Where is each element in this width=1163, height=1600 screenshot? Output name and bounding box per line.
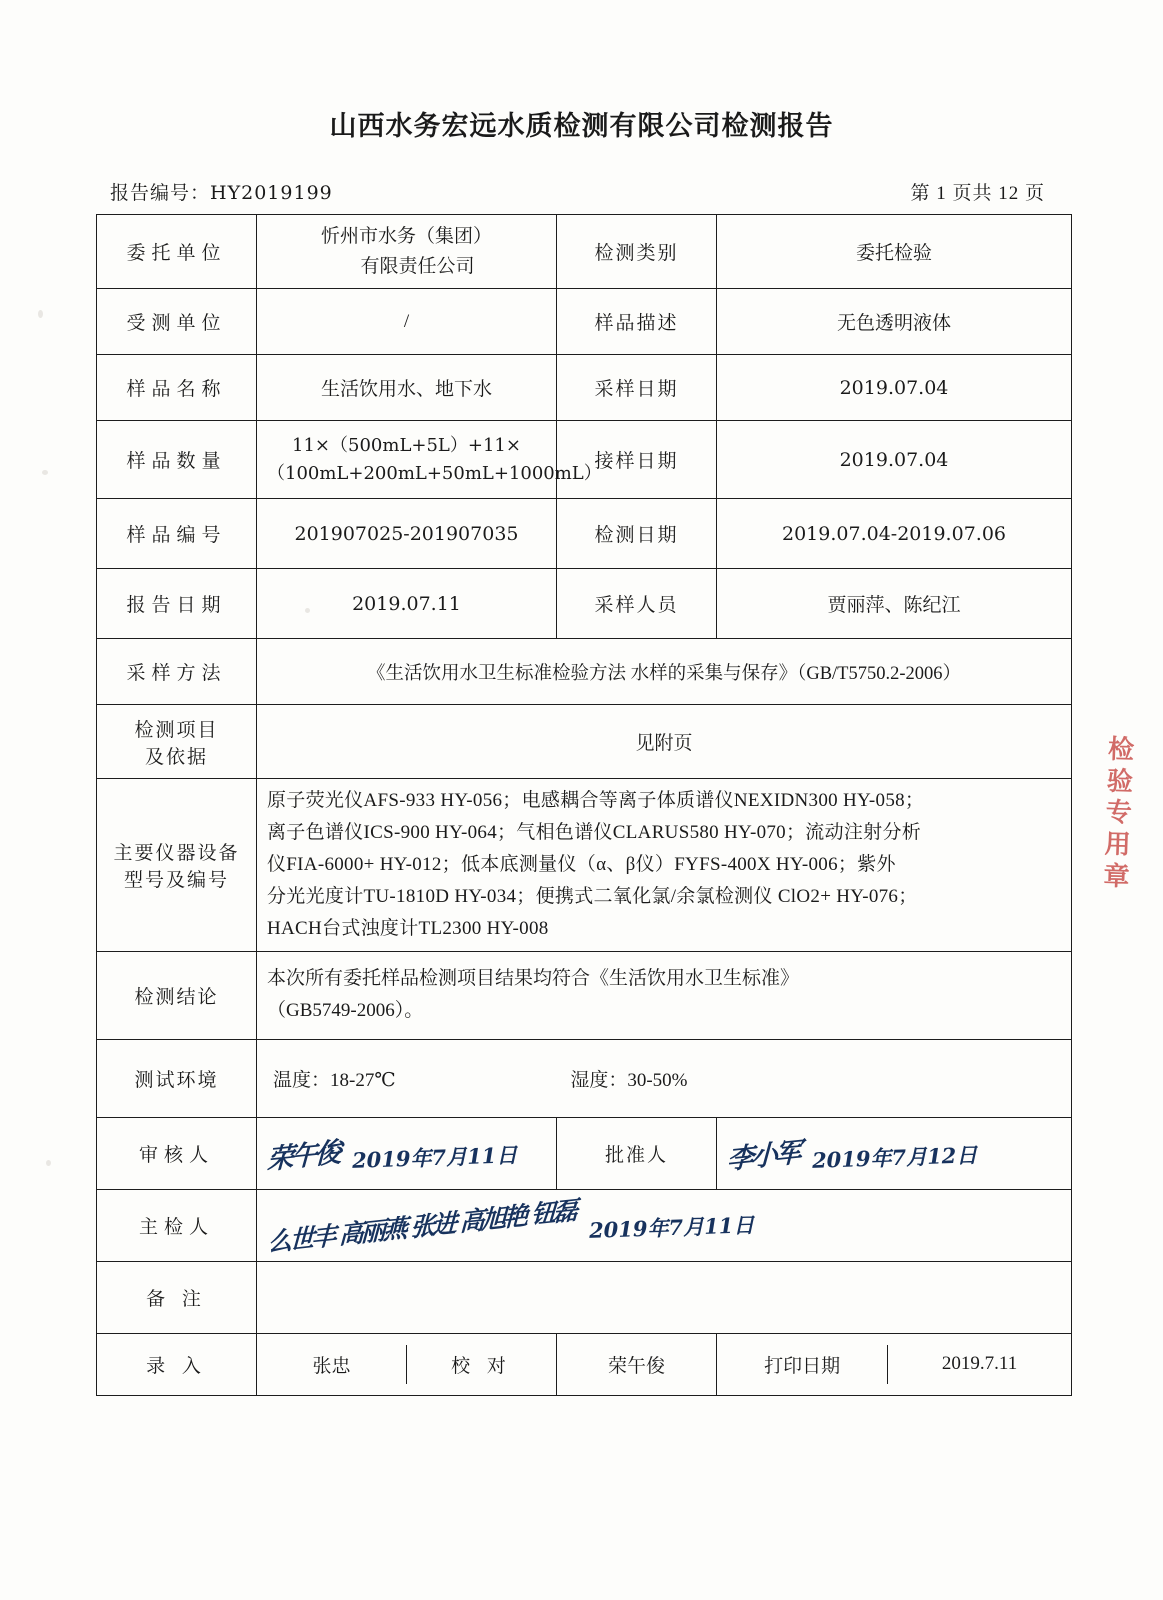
table-row (97, 421, 1072, 499)
row-value-sampling-date: 2019.07.04 (717, 355, 1072, 421)
table-row-instruments (97, 779, 1072, 952)
report-table (96, 214, 1072, 1396)
seal-char-2: 验 (1106, 766, 1135, 798)
reviewer-date: 2019年7月11日 (351, 1141, 518, 1173)
scan-speck (42, 470, 48, 475)
row-value-environment (257, 1039, 1072, 1117)
row-value-sampling-method: 《生活饮用水卫生标准检验方法 水样的采集与保存》（GB/T5750.2-2006） (257, 639, 1072, 705)
scan-speck (46, 1160, 51, 1166)
row-value-instruments (257, 779, 1072, 952)
row-value-samplers: 贾丽萍、陈纪江 (717, 569, 1072, 639)
seal-char-5: 章 (1103, 861, 1132, 893)
row-label-sample-name: 样品名称 (97, 355, 257, 421)
row-value-sample-description: 无色透明液体 (717, 289, 1072, 355)
approver-signature: 李小军 (726, 1136, 800, 1176)
quantity-line2: （100mL+200mL+50mL+1000mL） (267, 462, 602, 484)
report-number (110, 178, 333, 205)
table-row-reviewer-approver (97, 1117, 1072, 1189)
row-value-sample-quantity (257, 421, 602, 499)
instrument-line: 仪FIA-6000+ HY-012；低本底测量仪（α、β仪）FYFS-400X HY-006；紫外 (267, 853, 896, 875)
scan-speck (38, 310, 43, 318)
report-number-label: 报告编号： (110, 183, 211, 204)
quantity-line1: 11×（500mL+5L）+11× (292, 434, 521, 456)
row-label-environment: 测试环境 (97, 1039, 257, 1117)
row-label-approver: 批准人 (557, 1117, 717, 1189)
row-label-test-category: 检测类别 (557, 215, 717, 289)
table-row-conclusion (97, 951, 1072, 1039)
table-row-environment (97, 1039, 1072, 1117)
table-row (97, 499, 1072, 569)
row-label-test-date: 检测日期 (557, 499, 717, 569)
conclusion-line1: 本次所有委托样品检测项目结果均符合《生活饮用水卫生标准》 (267, 967, 800, 989)
row-value-report-date: 2019.07.11 (257, 569, 557, 639)
instrument-line: 离子色谱仪ICS-900 HY-064；气相色谱仪CLARUS580 HY-070；流动注射分析 (267, 821, 922, 843)
instrument-line: HACH台式浊度计TL2300 HY-008 (267, 917, 549, 939)
row-label-receive-date: 接样日期 (557, 421, 717, 499)
environment-humidity: 湿度：30-50% (570, 1069, 688, 1091)
row-label-samplers: 采样人员 (557, 569, 717, 639)
table-row-sampling-method (97, 639, 1072, 705)
row-value-check: 荣午俊 (557, 1333, 717, 1395)
row-label-report-date: 报告日期 (97, 569, 257, 639)
row-label-instruments (97, 779, 257, 952)
chief-inspector-date: 2019年7月11日 (588, 1212, 755, 1243)
table-row-test-items (97, 705, 1072, 779)
row-value-conclusion (257, 951, 1072, 1039)
page-title: 山西水务宏远水质检测有限公司检测报告 (329, 111, 834, 142)
row-value-chief-inspector (257, 1189, 1072, 1261)
row-value-entry (257, 1333, 557, 1395)
conclusion-line2: （GB5749-2006）。 (267, 1000, 424, 1022)
row-label-sample-quantity: 样品数量 (97, 421, 257, 499)
row-value-tested-unit: / (257, 289, 557, 355)
row-value-approver (717, 1117, 1072, 1189)
row-value-test-items: 见附页 (257, 705, 1072, 779)
entry-value: 张忠 (312, 1355, 351, 1377)
test-items-label-line1: 检测项目 (134, 719, 219, 741)
client-name-line1: 忻州市水务（集团） (320, 226, 492, 248)
table-row (97, 215, 1072, 289)
instruments-label-line1: 主要仪器设备 (113, 842, 240, 864)
table-row-footer (97, 1333, 1072, 1395)
row-label-sample-description: 样品描述 (557, 289, 717, 355)
instrument-line: 分光光度计TU-1810D HY-034；便携式二氧化氯/余氯检测仪 ClO2+ HY-076； (267, 885, 918, 907)
row-value-reviewer (257, 1117, 557, 1189)
seal-char-4: 用 (1104, 829, 1133, 861)
row-label-entry: 录 入 (97, 1333, 257, 1395)
row-label-conclusion: 检测结论 (97, 951, 257, 1039)
row-value-test-category: 委托检验 (717, 215, 1072, 289)
row-value-remarks (257, 1261, 1072, 1333)
check-label: 校 对 (407, 1345, 557, 1384)
row-label-remarks: 备 注 (97, 1261, 257, 1333)
print-label: 打印日期 (764, 1355, 841, 1377)
environment-temperature: 温度：18-27℃ (273, 1069, 396, 1091)
row-label-tested-unit: 受测单位 (97, 289, 257, 355)
seal-char-1: 检 (1107, 734, 1136, 766)
row-value-receive-date: 2019.07.04 (717, 421, 1072, 499)
instrument-line: 原子荧光仪AFS-933 HY-056；电感耦合等离子体质谱仪NEXIDN300 HY-058； (267, 790, 925, 811)
row-label-sampling-date: 采样日期 (557, 355, 717, 421)
reviewer-signature: 荣午俊 (266, 1136, 340, 1176)
row-value-sample-name: 生活饮用水、地下水 (257, 355, 557, 421)
row-value-sample-number: 201907025-201907035 (257, 499, 557, 569)
report-number-value: HY2019199 (210, 182, 333, 204)
table-row-remarks (97, 1261, 1072, 1333)
chief-inspector-signatures: 么世丰 高丽燕 张进 高旭艳 钮磊 (267, 1195, 576, 1258)
table-row (97, 289, 1072, 355)
row-print (717, 1333, 1072, 1395)
table-row (97, 355, 1072, 421)
table-row-chief-inspector (97, 1189, 1072, 1261)
print-value: 2019.7.11 (888, 1345, 1071, 1384)
row-label-chief-inspector: 主检人 (97, 1189, 257, 1261)
row-label-test-items (97, 705, 257, 779)
row-label-client: 委托单位 (97, 215, 257, 289)
seal-stamp (1090, 734, 1148, 911)
row-label-reviewer: 审核人 (97, 1117, 257, 1189)
table-row (97, 569, 1072, 639)
row-value-client (257, 215, 557, 289)
approver-date: 2019年7月12日 (811, 1141, 978, 1173)
seal-char-3: 专 (1105, 797, 1134, 829)
test-items-label-line2: 及依据 (144, 746, 208, 768)
row-label-sampling-method: 采样方法 (97, 639, 257, 705)
instruments-label-line2: 型号及编号 (123, 869, 229, 891)
row-value-test-date: 2019.07.04-2019.07.06 (717, 499, 1072, 569)
client-name-line2: 有限责任公司 (360, 255, 475, 277)
page-indicator: 第 1 页共 12 页 (910, 183, 1045, 204)
row-label-sample-number: 样品编号 (97, 499, 257, 569)
